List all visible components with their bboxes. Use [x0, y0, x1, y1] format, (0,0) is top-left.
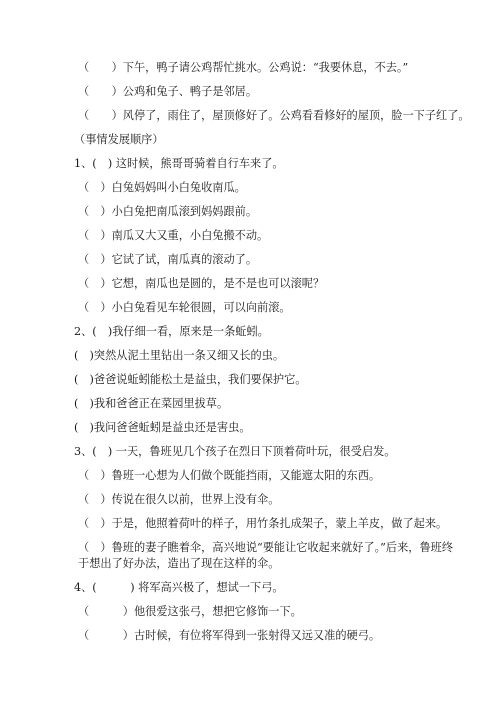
text-line: （ ）他很爱这张弓，想把它修饰一下。 [78, 605, 302, 618]
text-line-part: （ ）鲁班的妻子瞧着伞，高兴地说“要能让它收起来就好了。”后来，鲁班终 [78, 541, 454, 554]
text-line: （ ）于是，他照着荷叶的样子，用竹条扎成架子，蒙上羊皮，做了起来。 [78, 517, 448, 530]
text-line: ( )爸爸说蚯蚓能松土是益虫，我们要保护它。 [74, 373, 307, 386]
text-line-continuation: 于想出了好办法，造出了现在这样的伞。 [78, 557, 280, 570]
text-line: （ ）下午，鸭子请公鸡帮忙挑水。公鸡说：“我要休息，不去。” [78, 61, 409, 74]
text-line: （ ）传说在很久以前，世界上没有伞。 [78, 493, 280, 506]
text-line-wrapped [74, 540, 480, 572]
text-line: （ ）它试了试，南瓜真的滚动了。 [78, 253, 258, 266]
text-line: （ ）鲁班一心想为人们做个既能挡雨，又能遮太阳的东西。 [78, 469, 381, 482]
text-line: ( )我问爸爸蚯蚓是益虫还是害虫。 [74, 421, 251, 434]
question-heading: 1、( ) 这时候，熊哥哥骑着自行车来了。 [74, 157, 284, 170]
text-line: （ ）风停了，雨住了，屋顶修好了。公鸡看看修好的屋顶，脸一下子红了。 [78, 109, 470, 122]
text-line: （ ）小白兔把南瓜滚到妈妈跟前。 [78, 205, 258, 218]
question-heading: 2、( )我仔细一看，原来是一条蚯蚓。 [74, 325, 269, 338]
text-line: （ ）小白兔看见车轮很圆，可以向前滚。 [78, 301, 291, 314]
text-line: ( )突然从泥土里钻出一条又细又长的虫。 [74, 349, 285, 362]
question-heading: 4、( ) 将军高兴极了，想试一下弓。 [74, 581, 284, 594]
section-heading: （事情发展顺序） [74, 133, 164, 146]
text-line: （ ）它想，南瓜也是圆的，是不是也可以滚呢？ [78, 277, 325, 290]
text-line: （ ）南瓜又大又重，小白兔搬不动。 [78, 229, 269, 242]
question-heading: 3、( ) 一天，鲁班见几个孩子在烈日下顶着荷叶玩，很受启发。 [74, 445, 396, 458]
text-line: （ ）古时候，有位将军得到一张射得又远又准的硬弓。 [78, 629, 381, 642]
text-line: ( )我和爸爸正在菜园里拔草。 [74, 397, 229, 410]
text-line: （ ）白兔妈妈叫小白兔收南瓜。 [78, 181, 246, 194]
text-line: （ ）公鸡和兔子、鸭子是邻居。 [78, 85, 258, 98]
